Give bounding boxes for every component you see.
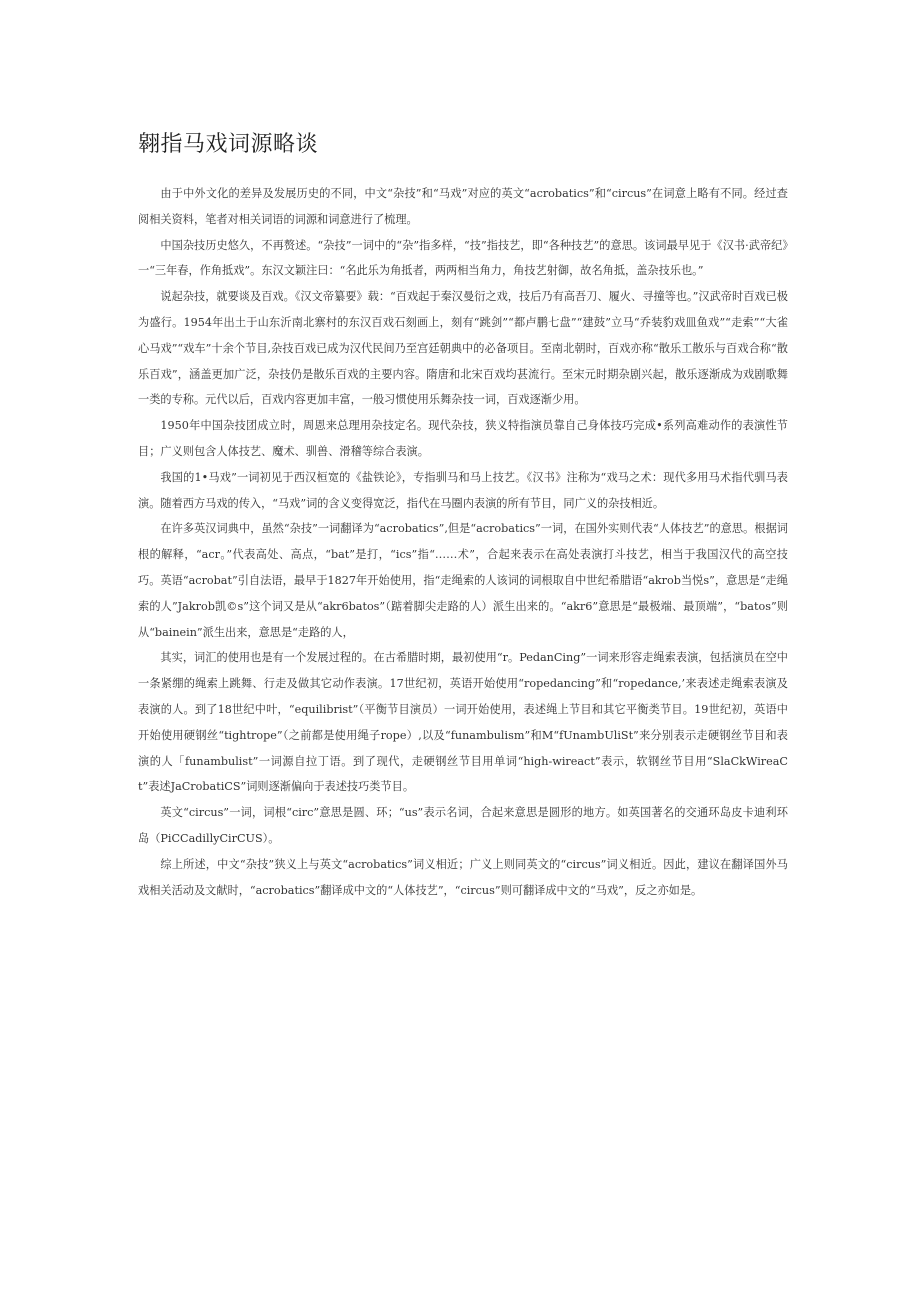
paragraph-1950: 1950年中国杂技团成立时，周恩来总理用杂技定名。现代杂技，狭义特指演员靠自己身体技巧完成•系列高难动作的表演性节目；广义则包含人体技艺、魔术、驯兽、滑稽等综合表演。 xyxy=(138,419,788,458)
paragraph-baixi: 说起杂技，就要谈及百戏。《汉文帝纂要》载：“百戏起于秦汉曼衍之戏，技后乃有高吾刀、履火、寻撞等也。”汉武帝时百戏已极为盛行。1954年出土于山东沂南北寨村的东汉百戏石刻画上，刻有“跳剑”“都卢鹏七盘”“建鼓”立马“乔装豹戏皿鱼戏”“走索”“大雀心马戏”“戏车”十余个节目,杂技百戏已成为汉代民间乃至宫廷朝典中的必备项目。至南北朝时，百戏亦称“散乐工散乐与百戏合称“散乐百戏”，涵盖更加广泛，杂技仍是散乐百戏的主要内容。隋唐和北宋百戏均甚流行。至宋元时期杂剧兴起，散乐逐渐成为戏剧歌舞一类的专称。元代以后，百戏内容更加丰富，一般习惯使用乐舞杂技一词，百戏逐渐少用。 xyxy=(138,290,788,407)
paragraph-circus: 英文“circus”一词，词根“circ”意思是圆、环；“us”表示名词，合起来意思是圆形的地方。如英国著名的交通环岛皮卡迪利环岛（PiCCadillyCirCUS）。 xyxy=(138,806,788,845)
document-page xyxy=(138,128,788,903)
paragraph-maxi: 我国的1•马戏”一词初见于西汉桓宽的《盐铁论》，专指驯马和马上技艺。《汉书》注称为“戏马之术：现代多用马术指代驯马表演。随着西方马戏的传入，“马戏”词的含义变得宽泛，指代在马圈内表演的所有节目，同广义的杂技相近。 xyxy=(138,470,788,510)
paragraph-conclusion: 综上所述，中文“杂技”狭义上与英文“acrobatics”词义相近；广义上则同英文的“circus”词义相近。因此，建议在翻译国外马戏相关活动及文献时，“acrobatics”翻译成中文的“人体技艺”，“circus”则可翻译成中文的“马戏”，反之亦如是。 xyxy=(138,857,788,897)
paragraph-zaji-history: 中国杂技历史悠久，不再赘述。“杂技”一词中的“杂”指多样，“技”指技艺，即“各种技艺”的意思。该词最早见于《汉书·武帝纪》一“三年春，作角抵戏”。东汉文颖注曰：“名此乐为角抵者，两两相当角力，角技艺射御，故名角抵，盖杂技乐也。” xyxy=(138,238,788,278)
paragraph-intro: 由于中外文化的差异及发展历史的不同，中文“杂技”和“马戏”对应的英文“acrobatics”和“circus”在词意上略有不同。经过查阅相关资料，笔者对相关词语的词源和词意进行了梳理。 xyxy=(138,187,788,226)
document-title: 翱指马戏词源略谈 xyxy=(138,132,319,157)
document-body xyxy=(138,181,788,903)
paragraph-acrobatics: 在许多英汉词典中，虽然“杂技”一词翻译为“acrobatics”,但是“acrobatics”一词，在国外实则代表“人体技艺”的意思。根据词根的解释，“acr。”代表高处、高点，“bat”是打，“ics”指“……术”，合起来表示在高处表演打斗技艺，相当于我国汉代的高空技巧。英语“acrobat”引自法语，最早于1827年开始使用，指“走绳索的人该词的词根取自中世纪希腊语“akrob当悦s”，意思是“走绳索的人”Jakrob凯©s”这个词又是从“akr6batos”（踮着脚尖走路的人）派生出来的。“akr6”意思是“最极端、最顶端”，“batos”则从“bainein”派生出来，意思是“走路的人， xyxy=(138,522,788,639)
paragraph-vocabulary: 其实，词汇的使用也是有一个发展过程的。在古希腊时期，最初使用“r。PedanCing”一词来形容走绳索表演，包括演员在空中一条紧绷的绳索上跳舞、行走及做其它动作表演。17世纪初，英语开始使用“ropedancing”和“ropedance,’来表述走绳索表演及表演的人。到了18世纪中叶，“equilibrist”（平衡节目演员）一词开始使用，表述绳上节目和其它平衡类节目。19世纪初，英语中开始使用硬钢丝“tightrope”（之前都是使用绳子rope）,以及“funambulism”和M“fUnambUliSt”来分别表示走硬钢丝节目和表演的人「funambulist”一词源自拉丁语。到了现代，走硬钢丝节目用单词“high-wireact”表示，软钢丝节目用“SlaCkWireaCt”表述JaCrobatiCS”词则逐渐偏向于表述技巧类节目。 xyxy=(138,651,788,794)
